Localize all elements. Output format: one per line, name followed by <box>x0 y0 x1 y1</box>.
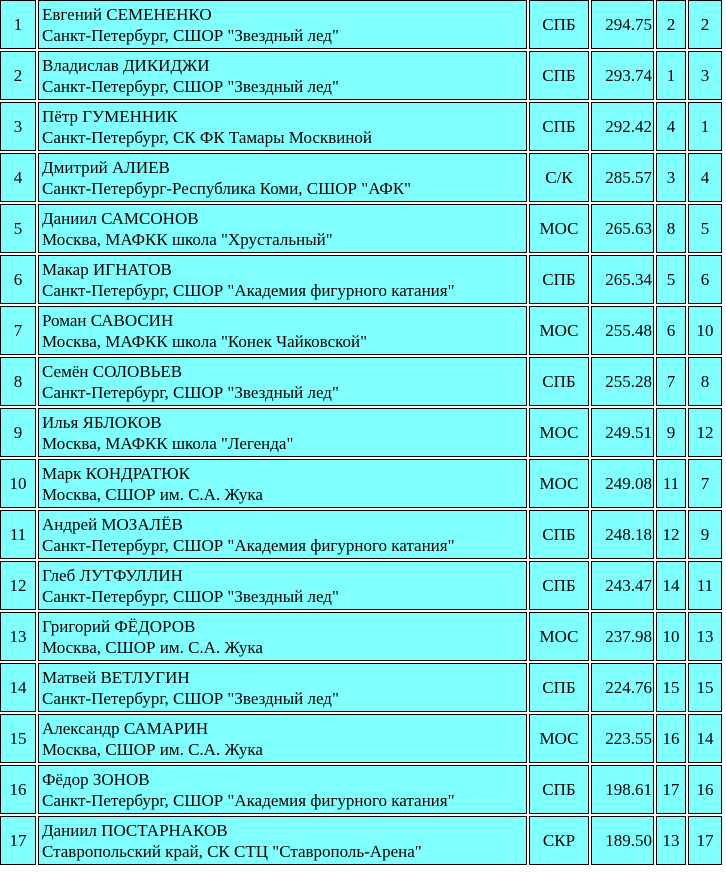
rank-cell: 17 <box>0 816 36 865</box>
free-skate-place-cell: 2 <box>688 0 722 49</box>
skater-club: Москва, СШОР им. С.А. Жука <box>42 637 263 657</box>
region-cell: СПБ <box>529 102 589 151</box>
skater-club: Москва, МАФКК школа "Хрустальный" <box>42 229 333 249</box>
free-skate-place-cell: 5 <box>688 204 722 253</box>
rank-cell: 4 <box>0 153 36 202</box>
skater-cell <box>38 714 527 763</box>
skater-name: Илья ЯБЛОКОВ <box>42 412 162 432</box>
free-skate-place-cell: 1 <box>688 102 722 151</box>
rank-cell: 15 <box>0 714 36 763</box>
skater-club: Санкт-Петербург, СШОР "Академия фигурного катания" <box>42 535 455 555</box>
free-skate-place-cell: 7 <box>688 459 722 508</box>
rank-cell: 11 <box>0 510 36 559</box>
region-cell: СПБ <box>529 51 589 100</box>
total-points-cell: 285.57 <box>591 153 654 202</box>
short-program-place-cell: 8 <box>656 204 686 253</box>
region-cell: СПБ <box>529 357 589 406</box>
result-row <box>0 816 722 865</box>
skater-club: Москва, МАФКК школа "Конек Чайковской" <box>42 331 368 351</box>
skater-club: Москва, МАФКК школа "Легенда" <box>42 433 294 453</box>
total-points-cell: 223.55 <box>591 714 654 763</box>
total-points-cell: 292.42 <box>591 102 654 151</box>
rank-cell: 1 <box>0 0 36 49</box>
region-cell: СПБ <box>529 255 589 304</box>
result-row <box>0 612 722 661</box>
region-cell: МОС <box>529 459 589 508</box>
rank-cell: 7 <box>0 306 36 355</box>
skater-cell <box>38 510 527 559</box>
free-skate-place-cell: 9 <box>688 510 722 559</box>
skater-name: Владислав ДИКИДЖИ <box>42 55 210 75</box>
skater-club: Ставропольский край, СК СТЦ "Ставрополь-Арена" <box>42 841 422 861</box>
skater-name: Роман САВОСИН <box>42 310 174 330</box>
short-program-place-cell: 13 <box>656 816 686 865</box>
total-points-cell: 237.98 <box>591 612 654 661</box>
skater-name: Даниил ПОСТАРНАКОВ <box>42 820 228 840</box>
short-program-place-cell: 5 <box>656 255 686 304</box>
total-points-cell: 255.28 <box>591 357 654 406</box>
region-cell: МОС <box>529 612 589 661</box>
free-skate-place-cell: 8 <box>688 357 722 406</box>
rank-cell: 14 <box>0 663 36 712</box>
region-cell: СПБ <box>529 765 589 814</box>
rank-cell: 13 <box>0 612 36 661</box>
total-points-cell: 224.76 <box>591 663 654 712</box>
skater-name: Семён СОЛОВЬЕВ <box>42 361 183 381</box>
free-skate-place-cell: 11 <box>688 561 722 610</box>
short-program-place-cell: 11 <box>656 459 686 508</box>
skater-cell <box>38 0 527 49</box>
result-row <box>0 306 722 355</box>
skater-cell <box>38 561 527 610</box>
total-points-cell: 265.34 <box>591 255 654 304</box>
skater-cell <box>38 816 527 865</box>
total-points-cell: 255.48 <box>591 306 654 355</box>
skater-club: Санкт-Петербург, СК ФК Тамары Москвиной <box>42 127 373 147</box>
skater-cell <box>38 357 527 406</box>
short-program-place-cell: 9 <box>656 408 686 457</box>
rank-cell: 9 <box>0 408 36 457</box>
skater-club: Санкт-Петербург, СШОР "Звездный лед" <box>42 586 339 606</box>
result-row <box>0 765 722 814</box>
region-cell: СКР <box>529 816 589 865</box>
skater-cell <box>38 51 527 100</box>
skater-name: Дмитрий АЛИЕВ <box>42 157 170 177</box>
result-row <box>0 204 722 253</box>
skater-club: Санкт-Петербург, СШОР "Академия фигурного катания" <box>42 790 455 810</box>
skater-club: Москва, СШОР им. С.А. Жука <box>42 739 263 759</box>
rank-cell: 10 <box>0 459 36 508</box>
skater-name: Марк КОНДРАТЮК <box>42 463 190 483</box>
short-program-place-cell: 10 <box>656 612 686 661</box>
short-program-place-cell: 7 <box>656 357 686 406</box>
total-points-cell: 243.47 <box>591 561 654 610</box>
free-skate-place-cell: 10 <box>688 306 722 355</box>
skater-cell <box>38 153 527 202</box>
short-program-place-cell: 6 <box>656 306 686 355</box>
result-row <box>0 0 722 49</box>
total-points-cell: 248.18 <box>591 510 654 559</box>
total-points-cell: 249.08 <box>591 459 654 508</box>
skater-cell <box>38 765 527 814</box>
skater-club: Санкт-Петербург, СШОР "Академия фигурного катания" <box>42 280 455 300</box>
short-program-place-cell: 12 <box>656 510 686 559</box>
result-row <box>0 51 722 100</box>
skater-cell <box>38 459 527 508</box>
short-program-place-cell: 2 <box>656 0 686 49</box>
rank-cell: 12 <box>0 561 36 610</box>
skater-cell <box>38 408 527 457</box>
skater-name: Даниил САМСОНОВ <box>42 208 199 228</box>
total-points-cell: 198.61 <box>591 765 654 814</box>
result-row <box>0 459 722 508</box>
free-skate-place-cell: 12 <box>688 408 722 457</box>
rank-cell: 2 <box>0 51 36 100</box>
rank-cell: 16 <box>0 765 36 814</box>
free-skate-place-cell: 16 <box>688 765 722 814</box>
region-cell: МОС <box>529 306 589 355</box>
total-points-cell: 265.63 <box>591 204 654 253</box>
free-skate-place-cell: 6 <box>688 255 722 304</box>
skater-club: Санкт-Петербург-Республика Коми, СШОР "АФК" <box>42 178 412 198</box>
short-program-place-cell: 1 <box>656 51 686 100</box>
skater-cell <box>38 612 527 661</box>
short-program-place-cell: 4 <box>656 102 686 151</box>
result-row <box>0 714 722 763</box>
skater-name: Евгений СЕМЕНЕНКО <box>42 4 212 24</box>
rank-cell: 3 <box>0 102 36 151</box>
skater-cell <box>38 255 527 304</box>
skater-cell <box>38 102 527 151</box>
total-points-cell: 294.75 <box>591 0 654 49</box>
result-row <box>0 102 722 151</box>
result-row <box>0 408 722 457</box>
skater-cell <box>38 306 527 355</box>
short-program-place-cell: 15 <box>656 663 686 712</box>
free-skate-place-cell: 4 <box>688 153 722 202</box>
result-row <box>0 153 722 202</box>
skater-name: Матвей ВЕТЛУГИН <box>42 667 190 687</box>
result-row <box>0 561 722 610</box>
short-program-place-cell: 17 <box>656 765 686 814</box>
total-points-cell: 249.51 <box>591 408 654 457</box>
rank-cell: 6 <box>0 255 36 304</box>
skater-name: Александр САМАРИН <box>42 718 209 738</box>
region-cell: СПБ <box>529 510 589 559</box>
region-cell: СПБ <box>529 561 589 610</box>
rank-cell: 5 <box>0 204 36 253</box>
free-skate-place-cell: 13 <box>688 612 722 661</box>
skater-name: Пётр ГУМЕННИК <box>42 106 178 126</box>
result-row <box>0 510 722 559</box>
region-cell: МОС <box>529 714 589 763</box>
region-cell: МОС <box>529 408 589 457</box>
region-cell: МОС <box>529 204 589 253</box>
skater-cell <box>38 663 527 712</box>
region-cell: СПБ <box>529 0 589 49</box>
result-row <box>0 357 722 406</box>
result-row <box>0 663 722 712</box>
skater-club: Санкт-Петербург, СШОР "Звездный лед" <box>42 382 339 402</box>
skater-name: Григорий ФЁДОРОВ <box>42 616 196 636</box>
skater-cell <box>38 204 527 253</box>
short-program-place-cell: 14 <box>656 561 686 610</box>
free-skate-place-cell: 14 <box>688 714 722 763</box>
skater-name: Фёдор ЗОНОВ <box>42 769 150 789</box>
skater-club: Санкт-Петербург, СШОР "Звездный лед" <box>42 25 339 45</box>
region-cell: СПБ <box>529 663 589 712</box>
rank-cell: 8 <box>0 357 36 406</box>
total-points-cell: 293.74 <box>591 51 654 100</box>
skater-name: Глеб ЛУТФУЛЛИН <box>42 565 183 585</box>
skater-club: Санкт-Петербург, СШОР "Звездный лед" <box>42 76 339 96</box>
free-skate-place-cell: 17 <box>688 816 722 865</box>
skater-club: Санкт-Петербург, СШОР "Звездный лед" <box>42 688 339 708</box>
free-skate-place-cell: 3 <box>688 51 722 100</box>
free-skate-place-cell: 15 <box>688 663 722 712</box>
total-points-cell: 189.50 <box>591 816 654 865</box>
skater-name: Андрей МОЗАЛЁВ <box>42 514 183 534</box>
short-program-place-cell: 3 <box>656 153 686 202</box>
region-cell: С/К <box>529 153 589 202</box>
result-row <box>0 255 722 304</box>
short-program-place-cell: 16 <box>656 714 686 763</box>
skater-club: Москва, СШОР им. С.А. Жука <box>42 484 263 504</box>
skater-name: Макар ИГНАТОВ <box>42 259 172 279</box>
